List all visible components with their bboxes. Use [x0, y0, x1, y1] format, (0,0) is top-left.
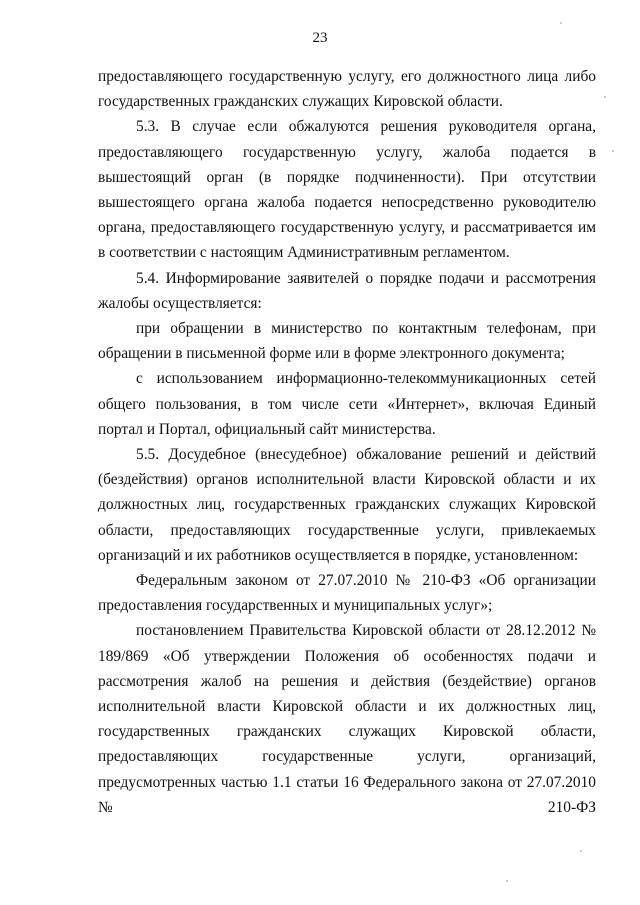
- scan-speck: [580, 850, 582, 852]
- paragraph-federal-law: Федеральным законом от 27.07.2010 № 210-ФЗ «Об организации предоставления государственных и муниципальных услуг»;: [98, 572, 596, 615]
- scan-speck: [612, 150, 614, 152]
- paragraph-5-3: 5.3. В случае если обжалуются решения руководителя органа, предоставляющего государственную услугу, жалоба подается в вышестоящий орган (в порядке подчиненности). При отсутствии вышестоящего органа жалоба подается непосредственно руководителю органа, предоставляющего государственную услугу, и рассматривается им в соответствии с настоящим Административным регламентом.: [98, 118, 596, 262]
- scan-speck: [506, 880, 508, 882]
- paragraph-internet-inquiry: с использованием информационно-телекоммуникационных сетей общего пользования, в том числе сети «Интернет», включая Единый портал и Портал, официальный сайт министерства.: [98, 370, 596, 438]
- paragraph-5-4: 5.4. Информирование заявителей о порядке подачи и рассмотрения жалобы осуществляется:: [98, 269, 596, 312]
- paragraph-continuation: предоставляющего государственную услугу, его должностного лица либо государственных гражданских служащих Кировской области.: [98, 68, 596, 111]
- document-body: [98, 64, 596, 820]
- paragraph-phone-inquiry: при обращении в министерство по контактным телефонам, при обращении в письменной форме или в форме электронного документа;: [98, 320, 596, 363]
- paragraph-government-resolution: постановлением Правительства Кировской области от 28.12.2012 № 189/869 «Об утверждении Положения об особенностях подачи и рассмотрения жалоб на решения и действия (бездействие) органов исполнительной власти Кировской области и их должностных лиц, государственных гражданских служащих Кировской области, предоставляющих государственные услуги, организаций, предусмотренных частью 1.1 статьи 16 Федерального закона от 27.07.2010 № 210-ФЗ: [98, 622, 596, 816]
- scan-speck: [604, 96, 606, 98]
- paragraph-5-5: 5.5. Досудебное (внесудебное) обжалование решений и действий (бездействия) органов исполнительной власти Кировской области и их должностных лиц, государственных гражданских служащих Кировской области, предоставляющих государственные услуги, привлекаемых организаций и их работников осуществляется в порядке, установленном:: [98, 446, 596, 564]
- page-number: 23: [312, 30, 328, 46]
- scan-speck: [560, 22, 562, 24]
